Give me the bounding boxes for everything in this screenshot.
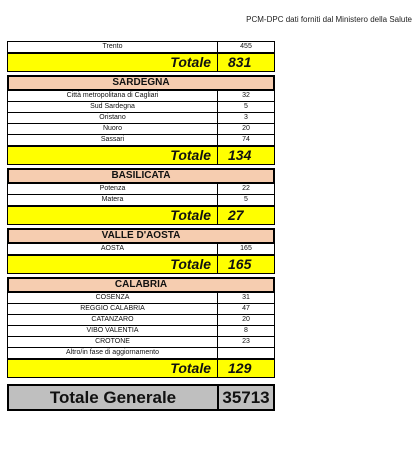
total-row-basilicata (7, 206, 275, 225)
province-name: VIBO VALENTIA (8, 326, 218, 336)
province-value: 22 (242, 185, 250, 192)
province-value: 3 (244, 114, 248, 121)
total-value: 129 (228, 360, 252, 376)
province-name: Matera (8, 195, 218, 205)
total-label: Totale (8, 54, 218, 71)
province-name: Sassari (8, 135, 218, 145)
table-row (7, 348, 275, 359)
total-row-trentino (7, 53, 275, 72)
total-value: 831 (228, 54, 252, 70)
grand-total-row (7, 384, 275, 411)
region-header-calabria: CALABRIA (7, 277, 275, 293)
province-name: Sud Sardegna (8, 102, 218, 112)
province-name: AOSTA (8, 244, 218, 254)
total-value: 165 (228, 256, 252, 272)
province-name: Trento (8, 42, 218, 52)
province-value: 47 (242, 305, 250, 312)
province-value: 455 (240, 43, 252, 50)
table-row (7, 124, 275, 135)
total-label: Totale (8, 147, 218, 164)
table-row (7, 337, 275, 348)
province-name: Città metropolitana di Cagliari (8, 91, 218, 101)
province-value (218, 348, 274, 358)
region-header-sardegna: SARDEGNA (7, 75, 275, 91)
cases-table (7, 41, 275, 411)
province-value: 5 (244, 103, 248, 110)
region-header-basilicata: BASILICATA (7, 168, 275, 184)
table-row (7, 91, 275, 102)
province-name: CROTONE (8, 337, 218, 347)
province-value: 5 (244, 196, 248, 203)
province-name: CATANZARO (8, 315, 218, 325)
province-value: 23 (242, 338, 250, 345)
province-name: Oristano (8, 113, 218, 123)
province-name: REGGIO CALABRIA (8, 304, 218, 314)
region-header-valle-daosta: VALLE D'AOSTA (7, 228, 275, 244)
table-row (7, 113, 275, 124)
source-header: PCM-DPC dati forniti dal Ministero della Salute (246, 15, 412, 24)
province-value: 20 (242, 125, 250, 132)
province-value: 74 (242, 136, 250, 143)
table-row (7, 304, 275, 315)
total-value: 27 (228, 207, 244, 223)
total-label: Totale (8, 360, 218, 377)
province-name: Potenza (8, 184, 218, 194)
table-row (7, 102, 275, 113)
total-row-valle-daosta (7, 255, 275, 274)
province-value: 20 (242, 316, 250, 323)
grand-total-value: 35713 (222, 388, 270, 407)
total-label: Totale (8, 207, 218, 224)
table-row (7, 315, 275, 326)
table-row-trento (7, 41, 275, 53)
total-row-calabria (7, 359, 275, 378)
table-row (7, 135, 275, 146)
province-name: Nuoro (8, 124, 218, 134)
total-row-sardegna (7, 146, 275, 165)
table-row (7, 326, 275, 337)
grand-total-label: Totale Generale (9, 386, 219, 409)
province-value: 8 (244, 327, 248, 334)
total-label: Totale (8, 256, 218, 273)
table-row (7, 293, 275, 304)
province-value: 31 (242, 294, 250, 301)
table-row (7, 195, 275, 206)
province-value: 32 (242, 92, 250, 99)
table-row (7, 184, 275, 195)
total-value: 134 (228, 147, 252, 163)
table-row (7, 244, 275, 255)
province-name: Altro/in fase di aggiornamento (8, 348, 218, 358)
province-name: COSENZA (8, 293, 218, 303)
province-value: 165 (240, 245, 252, 252)
